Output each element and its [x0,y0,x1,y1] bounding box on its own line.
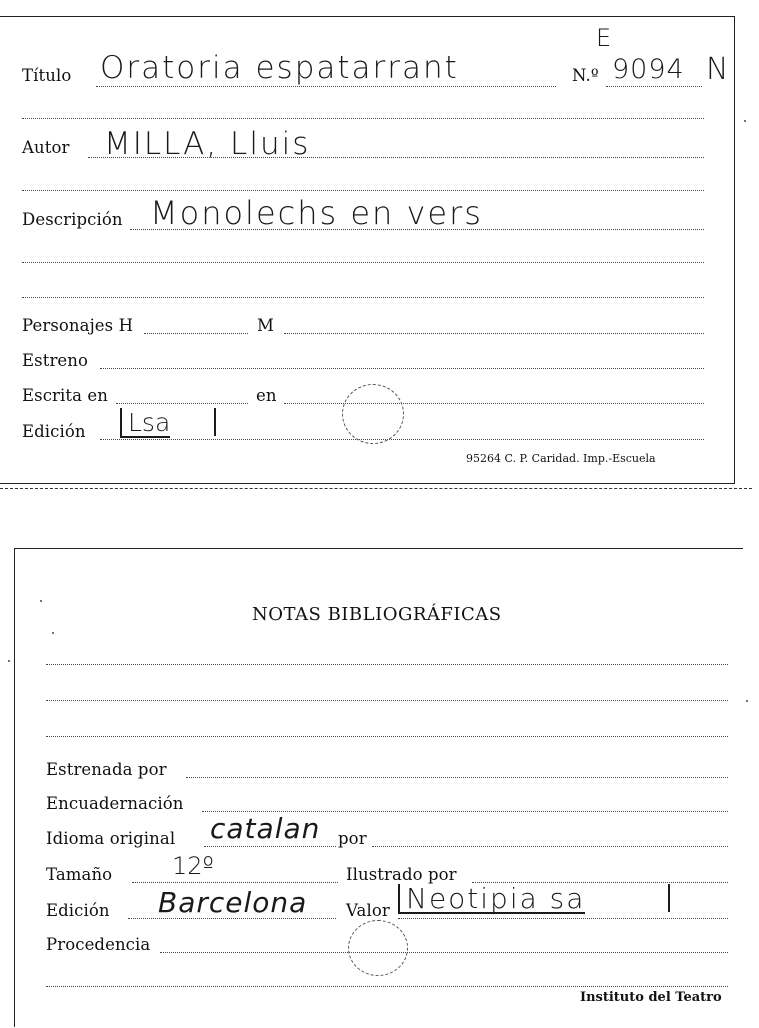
idioma-line [204,846,336,847]
edicion-value: Lsa [120,408,170,438]
punch-hole-stamp [348,920,408,976]
idioma-por-label: por [338,829,367,848]
valor-line [398,918,728,919]
printer-credit: 95264 C. P. Caridad. Imp.-Escuela [466,452,656,465]
escrita-en-line [116,403,248,404]
edicion-line [100,439,704,440]
notas-heading: NOTAS BIBLIOGRÁFICAS [252,604,502,625]
encuadernacion-label: Encuadernación [46,794,184,813]
titulo-value: Oratoria espatarrant [100,50,459,86]
descripcion-label: Descripción [22,210,123,229]
edicion2-value: Barcelona [158,886,308,919]
card-cut-line [0,488,752,489]
scan-speck [744,120,746,122]
blank-line [22,262,704,263]
idioma-label: Idioma original [46,829,176,848]
procedencia-line [160,952,728,953]
scan-speck [8,660,10,662]
edicion-label: Edición [22,422,86,441]
scan-speck [746,700,748,702]
autor-label: Autor [22,138,70,157]
valor-bracket [668,884,670,912]
tamano-value: 12º [172,852,214,880]
blank-line [46,986,728,987]
personajes-m-label: M [257,316,274,335]
valor-value: Neotipia sa [398,884,585,914]
titulo-line [96,86,556,87]
punch-hole-stamp [342,384,404,444]
estreno-line [100,368,704,369]
edicion-bracket [214,408,216,436]
edicion2-label: Edición [46,901,110,920]
estrenada-por-label: Estrenada por [46,760,167,779]
valor-label: Valor [346,901,390,920]
numero-line [606,86,702,87]
personajes-m-line [284,333,704,334]
tamano-line [132,882,338,883]
ilustrado-label: Ilustrado por [346,865,457,884]
blank-line [22,190,704,191]
procedencia-label: Procedencia [46,935,151,954]
numero-suffix: N [706,52,729,87]
personajes-label: Personajes H [22,316,134,335]
blank-line [46,664,728,665]
blank-line [46,736,728,737]
personajes-h-line [144,333,248,334]
blank-line [46,700,728,701]
idioma-value: catalan [210,812,321,845]
estreno-label: Estreno [22,351,89,370]
en-label: en [256,386,277,405]
blank-line [22,118,704,119]
estrenada-por-line [186,777,728,778]
idioma-por-line [372,846,728,847]
numero-label: N.º [572,66,599,85]
institution-footer: Instituto del Teatro [580,990,722,1005]
scan-speck [52,632,54,634]
numero-superscript: E [596,24,612,52]
escrita-en-label: Escrita en [22,386,109,405]
descripcion-value: Monolechs en vers [150,194,483,232]
autor-value: MILLA, Lluis [104,126,311,162]
blank-line [22,297,704,298]
tamano-label: Tamaño [46,865,113,884]
titulo-label: Título [22,66,72,85]
numero-value: 9094 [612,54,685,85]
scan-speck [40,600,42,602]
